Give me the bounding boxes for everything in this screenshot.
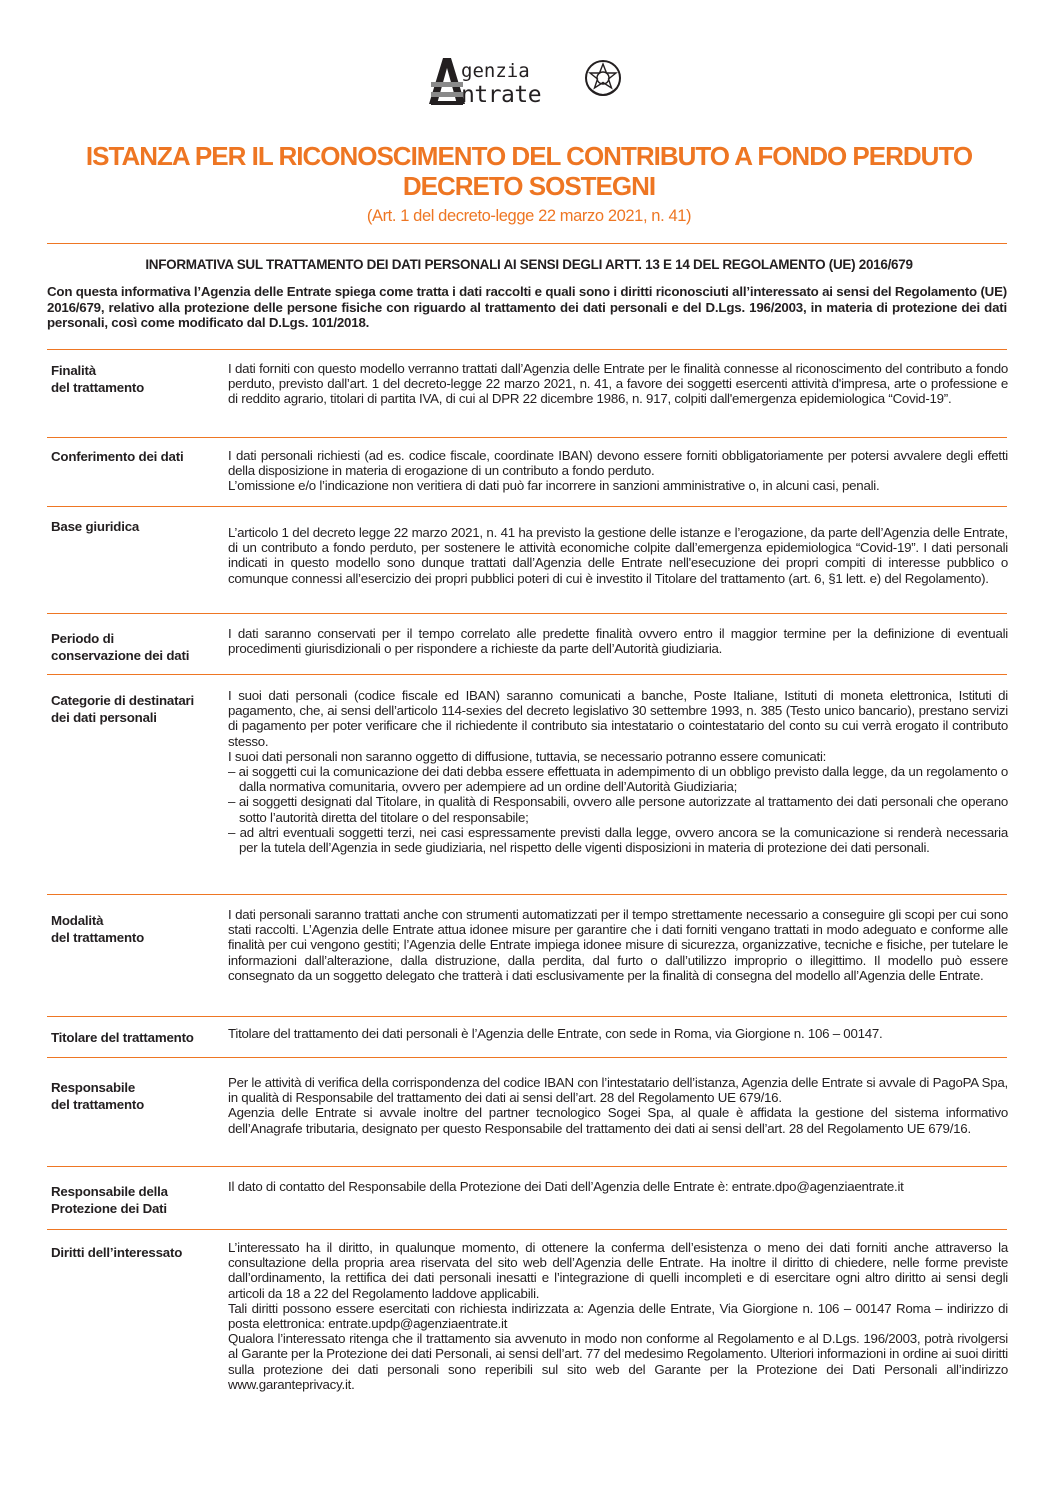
paragraph: L’articolo 1 del decreto legge 22 marzo 2021, n. 41 ha previsto la gestione delle istanze e l’erogazione, da parte dell’Agenzia delle Entrate, di un contributo a fondo perduto, per sostenere le attività economiche colpite dall’emergenza epidemiologica “Covid-19”. I dati personali indicati in questo modello sono dunque trattati dall’Agenzia delle Entrate nell'esecuzione dei propri compiti di interesse pubblico o comunque connessi all’esercizio dei propri pubblici poteri di cui è investito il Titolare del trattamento (art. 6, §1 lett. e) del Regolamento). [228,525,1008,586]
paragraph: L’interessato ha il diritto, in qualunque momento, di ottenere la conferma dell’esistenza o meno dei dati forniti anche attraverso la consultazione della propria area riservata del sito web dell’Agenzia delle Entrate. Ha inoltre il diritto di chiedere, nelle forme previste dall’ordinamento, la rettifica dei dati personali inesatti e l’integrazione di quelli incompleti e di esercitare ogni altro diritto ai sensi degli articoli da 18 a 22 del Regolamento laddove applicabili. [228,1240,1008,1301]
document-subtitle: (Art. 1 del decreto-legge 22 marzo 2021, n. 41) [366,207,692,225]
divider [47,674,1007,675]
paragraph: I suoi dati personali non saranno oggetto di diffusione, tuttavia, se necessario potranno essere comunicati: [228,748,827,764]
row-label-responsabile: Responsabile del trattamento [51,1080,145,1112]
intro-paragraph: Con questa informativa l’Agenzia delle Entrate spiega come tratta i dati raccolti e quali sono i diritti riconosciuti all’interessato ai sensi del Regolamento (UE) 2016/679, relativo alla protezione delle persone fisiche con riguardo al trattamento dei dati personali e del D.Lgs. 196/2003, in materia di protezione dei dati personali, così come modificato dal D.Lgs. 101/2018. [47,284,1007,330]
document-title-line1: ISTANZA PER IL RICONOSCIMENTO DEL CONTRIBUTO A FONDO PERDUTO [85,141,973,171]
row-label-diritti: Diritti dell’interessato [51,1245,183,1260]
row-label-dpo: Responsabile della Protezione dei Dati [51,1184,168,1216]
divider [47,613,1007,614]
row-label-finalita: Finalità del trattamento [51,363,145,395]
divider [47,437,1007,438]
row-text-finalita [228,361,1008,407]
divider [47,1057,1007,1058]
logo-line2: ntrate [461,82,542,108]
row-label-titolare: Titolare del trattamento [51,1030,194,1045]
paragraph: Il dato di contatto del Responsabile della Protezione dei Dati dell’Agenzia delle Entrate è: entrate.dpo@agenziaentrate.it [228,1179,904,1194]
row-label-modalita: Modalità del trattamento [51,913,145,945]
section-title: INFORMATIVA SUL TRATTAMENTO DEI DATI PERSONALI AI SENSI DEGLI ARTT. 13 E 14 DEL REGOLAMENTO (UE) 2016/679 [145,257,913,272]
row-text-conferimento [228,448,1008,494]
row-text-titolare [228,1026,1008,1041]
row-text-dpo [228,1179,1008,1194]
row-text-responsabile [228,1075,1008,1136]
row-text-periodo [228,626,1008,656]
row-text-diritti [228,1240,1008,1392]
divider [47,1016,1007,1017]
divider [47,894,1007,895]
row-label-base-giuridica: Base giuridica [51,519,140,534]
paragraph: Tali diritti possono essere esercitati con richiesta indirizzata a: Agenzia delle Entrate, Via Giorgione n. 106 – 00147 Roma – indirizzo di posta elettronica: entrate.updp@agenziaentrate.it [228,1300,1008,1332]
row-text-base-giuridica [228,525,1008,586]
republic-emblem-icon [583,58,623,102]
agenzia-entrate-logo [425,54,625,110]
row-label-categorie: Categorie di destinatari dei dati personali [51,693,194,725]
bullet-item: – ad altri eventuali soggetti terzi, nei casi espressamente previsti dalla legge, ovvero ancora se la comunicazione si renderà necessaria per la tutela dell’Agenzia in sede giudiziaria, nel rispetto delle vigenti disposizioni in materia di protezione dei dati personali. [228,824,1008,856]
divider [47,1229,1007,1230]
paragraph: Titolare del trattamento dei dati personali è l’Agenzia delle Entrate, con sede in Roma, via Giorgione n. 106 – 00147. [228,1026,883,1041]
paragraph: I dati personali saranno trattati anche con strumenti automatizzati per il tempo strettamente necessario a conseguire gli scopi per cui sono stati raccolti. L’Agenzia delle Entrate attua idonee misure per garantire che i dati forniti vengano trattati in modo adeguato e conforme alle finalità per cui vengono gestiti; l’Agenzia delle Entrate impiega idonee misure di sicurezza, organizzative, tecniche e fisiche, per tutelare le informazioni dall’alterazione, dalla distruzione, dalla perdita, dal furto o dall’utilizzo improprio o illegittimo. Il modello può essere consegnato da un soggetto delegato che tratterà i dati esclusivamente per la finalità di consegna del modello all’Agenzia delle Entrate. [228,907,1008,983]
bullet-item: – ai soggetti cui la comunicazione dei dati debba essere effettuata in adempimento di un obbligo previsto dalla legge, da un regolamento o dalla normativa comunitaria, ovvero per adempiere ad un ordine dell’Autorità Giudiziaria; [228,764,1008,795]
paragraph: I dati saranno conservati per il tempo correlato alle predette finalità ovvero entro il maggior termine per la definizione di eventuali procedimenti giurisdizionali o per rispondere a richieste da parte dell’Autorità giudiziaria. [228,626,1008,657]
divider [47,506,1007,507]
paragraph: L’omissione e/o l’indicazione non veritiera di dati può far incorrere in sanzioni amministrative o, in alcuni casi, penali. [228,478,880,494]
paragraph: Per le attività di verifica della corrispondenza del codice IBAN con l’intestatario dell’istanza, Agenzia delle Entrate si avvale di PagoPA Spa, in qualità di Responsabile del trattamento dei dati ai sensi dell’art. 28 del Regolamento UE 679/16. [228,1075,1008,1106]
bullet-item: – ai soggetti designati dal Titolare, in qualità di Responsabili, ovvero alle persone autorizzate al trattamento dei dati personali che operano sotto l’autorità diretta del titolare o del responsabile; [228,794,1008,825]
row-label-conferimento: Conferimento dei dati [51,449,184,464]
document-title-line2: DECRETO SOSTEGNI [402,171,656,201]
row-text-modalita [228,907,1008,983]
paragraph: Qualora l’interessato ritenga che il trattamento sia avvenuto in modo non conforme al Regolamento e al D.Lgs. 196/2003, potrà rivolgersi al Garante per la Protezione dei dati Personali, ai sensi dell’art. 77 del medesimo Regolamento. Ulteriori informazioni in ordine ai suoi diritti sulla protezione dei dati personali sono reperibili sul sito web del Garante per la Protezione dei Dati Personali all’indirizzo www.garanteprivacy.it. [228,1331,1008,1392]
paragraph: I suoi dati personali (codice fiscale ed IBAN) saranno comunicati a banche, Poste Italiane, Istituti di moneta elettronica, Istituti di pagamento, che, ai sensi dell’articolo 114-sexies del decreto legislativo 30 settembre 1993, n. 385 (Testo unico bancario), prestano servizi di pagamento per poter verificare che il richiedente il contributo sia intestatario o cointestatario del conto su cui verrà erogato il contributo stesso. [228,688,1008,749]
paragraph: Agenzia delle Entrate si avvale inoltre del partner tecnologico Sogei Spa, al quale è affidata la gestione del sistema informativo dell’Anagrafe tributaria, designato per questo Responsabile del trattamento dei dati ai sensi dell’art. 28 del Regolamento UE 679/16. [228,1105,1008,1136]
row-label-periodo: Periodo di conservazione dei dati [51,631,190,663]
divider [47,243,1007,244]
paragraph: I dati personali richiesti (ad es. codice fiscale, coordinate IBAN) devono essere forniti obbligatoriamente per potersi avvalere degli effetti della disposizione in materia di erogazione di un contributo a fondo perduto. [228,448,1008,479]
logo-line1: genzia [461,60,530,82]
paragraph: I dati forniti con questo modello verranno trattati dall’Agenzia delle Entrate per le finalità connesse al riconoscimento del contributo a fondo perduto, previsto dall’art. 1 del decreto-legge 22 marzo 2021, n. 41, a favore dei soggetti esercenti attività d'impresa, arte o professione e di reddito agrario, titolari di partita IVA, di cui al DPR 22 dicembre 1986, n. 917, colpiti dall'emergenza epidemiologica “Covid-19”. [228,361,1008,407]
row-text-categorie [228,688,1008,855]
divider [47,1166,1007,1167]
divider [47,349,1007,350]
